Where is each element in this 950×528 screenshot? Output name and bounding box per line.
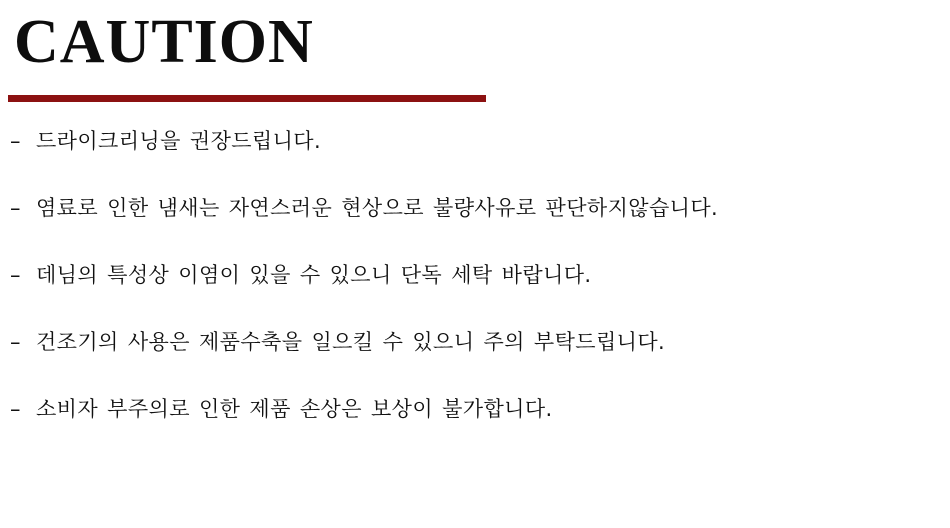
- care-instructions-list: [0, 124, 950, 459]
- list-item: [0, 392, 950, 459]
- page-title: CAUTION: [14, 8, 314, 76]
- bullet-dash-icon: –: [10, 330, 21, 354]
- list-item-label: 드라이크리닝을 권장드립니다.: [36, 129, 322, 153]
- list-item: [0, 258, 950, 325]
- list-item-label: 데님의 특성상 이염이 있을 수 있으니 단독 세탁 바랍니다.: [36, 263, 592, 287]
- list-item: [0, 191, 950, 258]
- title-divider: [8, 95, 486, 102]
- bullet-dash-icon: –: [10, 263, 21, 287]
- bullet-dash-icon: –: [10, 397, 21, 421]
- bullet-dash-icon: –: [10, 196, 21, 220]
- list-item-label: 소비자 부주의로 인한 제품 손상은 보상이 불가합니다.: [36, 397, 553, 421]
- bullet-dash-icon: –: [10, 129, 21, 153]
- list-item: [0, 325, 950, 392]
- list-item-label: 건조기의 사용은 제품수축을 일으킬 수 있으니 주의 부탁드립니다.: [36, 330, 666, 354]
- list-item-label: 염료로 인한 냄새는 자연스러운 현상으로 불량사유로 판단하지않습니다.: [36, 196, 719, 220]
- list-item: [0, 124, 950, 191]
